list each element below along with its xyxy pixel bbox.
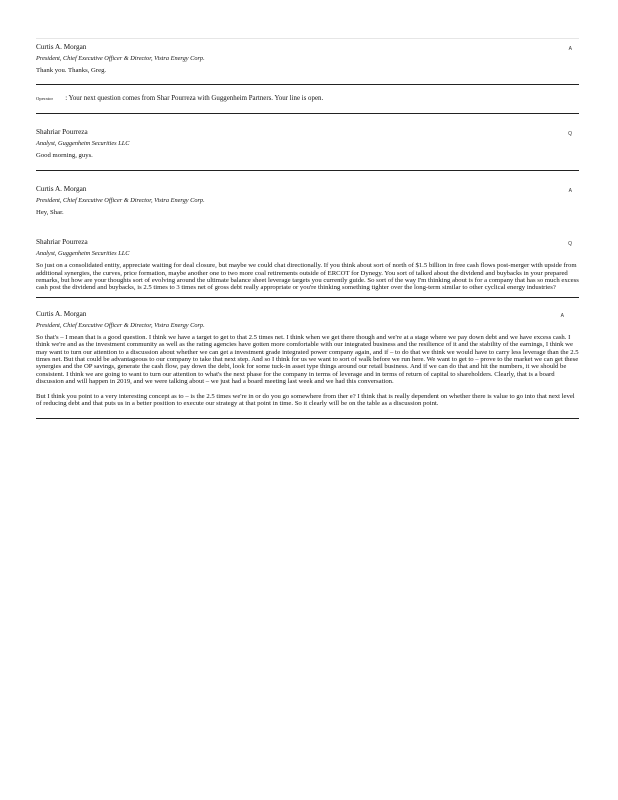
speaker-name: Curtis A. Morgan xyxy=(36,309,87,318)
speaker-role: President, Chief Executive Officer & Director, Vistra Energy Corp. xyxy=(36,321,205,329)
section-divider xyxy=(36,113,579,114)
speaker-block xyxy=(36,185,579,216)
operator-line xyxy=(36,94,579,103)
speaker-text xyxy=(36,152,579,159)
speaker-text xyxy=(36,209,579,216)
speaker-block xyxy=(36,43,579,74)
question-marker: Q xyxy=(568,131,572,138)
question-marker: Q xyxy=(568,241,572,248)
section-divider xyxy=(36,418,579,419)
section-divider xyxy=(36,297,579,298)
speaker-role: President, Chief Executive Officer & Director, Vistra Energy Corp. xyxy=(36,55,205,62)
paragraph: Thank you. Thanks, Greg. xyxy=(36,67,107,74)
speaker-text xyxy=(36,67,579,74)
answer-marker: A xyxy=(568,187,572,194)
paragraph: But I think you point to a very interesting concept as to – is the 2.5 times we're in or do you go somewhere from ther e? I think that is really dependent on whether there is value to go into that next level of reducing debt and that puts us in a better position to execute our strategy at that point in time. So it clearly will be on the table as a discussion point. xyxy=(36,392,575,408)
speaker-name: Curtis A. Morgan xyxy=(36,184,87,193)
paragraph: So that's – I mean that is a good question. I think we have a target to get to that 2.5 times net. I think when we get there though and we're at a stage where we pay down debt and we have excess cash. I think we're and as the investment community as well as the rating agencies have gotten more comfortable with our integrated business and the resilience of it and the stability of the earnings, I think we may want to turn our attention to a discussion about whether we can get a investment grade integrated power company again, and if – to do that we think we would have to carry less leverage than the 2.5 times net. But that could be advantageous to our company to take that next step. And so I think for us we want to sort of walk before we run here. We want to get to – prove to the market we can get these synergies and the OP savings, generate the cash flow, pay down the debt, look for some tuck-in asset type things around our retail business. And if we can do that and hit the numbers, it we should be consistent. I think we are going to want to turn our attention to what's the next phase for the company in terms of leverage and in terms of return of capital to shareholders. Clearly, that is a board discussion and will happen in 2019, and we were talking about – we just had a board meeting last week and we had this conversation. xyxy=(36,333,579,386)
section-divider xyxy=(36,170,579,171)
speaker-role: Analyst, Guggenheim Securities LLC xyxy=(36,250,130,258)
top-divider xyxy=(36,38,579,39)
speaker-name: Shahriar Pourreza xyxy=(36,128,88,137)
speaker-text xyxy=(36,262,579,292)
speaker-role: President, Chief Executive Officer & Director, Vistra Energy Corp. xyxy=(36,196,205,204)
section-divider xyxy=(36,84,579,85)
speaker-name: Curtis A. Morgan xyxy=(36,43,87,51)
speaker-block xyxy=(36,310,579,408)
speaker-block xyxy=(36,238,579,292)
speaker-text xyxy=(36,334,579,408)
speaker-name: Shahriar Pourreza xyxy=(36,238,88,247)
paragraph: So just on a consolidated entity, appreciate waiting for deal closure, but maybe we could chat directionally. If you think about sort of north of $1.5 billion in free cash flows post-merger with upside from additional synergies, the curves, price formation, maybe another one to two more coal retirements outside of ERCOT for Dynegy. You sort of talked about the dividend and buybacks in your prepared remarks, but how are your thoughts sort of evolving around the ultimate balance sheet leverage targets you currently guide. So sort of the way I'm thinking about is for a company that has so much excess cash post the dividend and buybacks, is 2.5 times to 3 times net of gross debt really appropriate or you're thinking something tighter over the long-term similar to other cyclical energy industries? xyxy=(36,262,579,292)
paragraph: Hey, Shar. xyxy=(36,208,64,216)
operator-text: : Your next question comes from Shar Pourreza with Guggenheim Partners. Your line is open. xyxy=(65,95,324,103)
answer-marker: A xyxy=(568,46,572,52)
paragraph: Good morning, guys. xyxy=(36,152,93,160)
operator-label: Operator xyxy=(36,96,54,102)
operator-block xyxy=(36,94,579,103)
answer-marker: A xyxy=(560,312,564,319)
transcript-page xyxy=(36,38,579,419)
speaker-role: Analyst, Guggenheim Securities LLC xyxy=(36,140,130,148)
speaker-block xyxy=(36,128,579,159)
